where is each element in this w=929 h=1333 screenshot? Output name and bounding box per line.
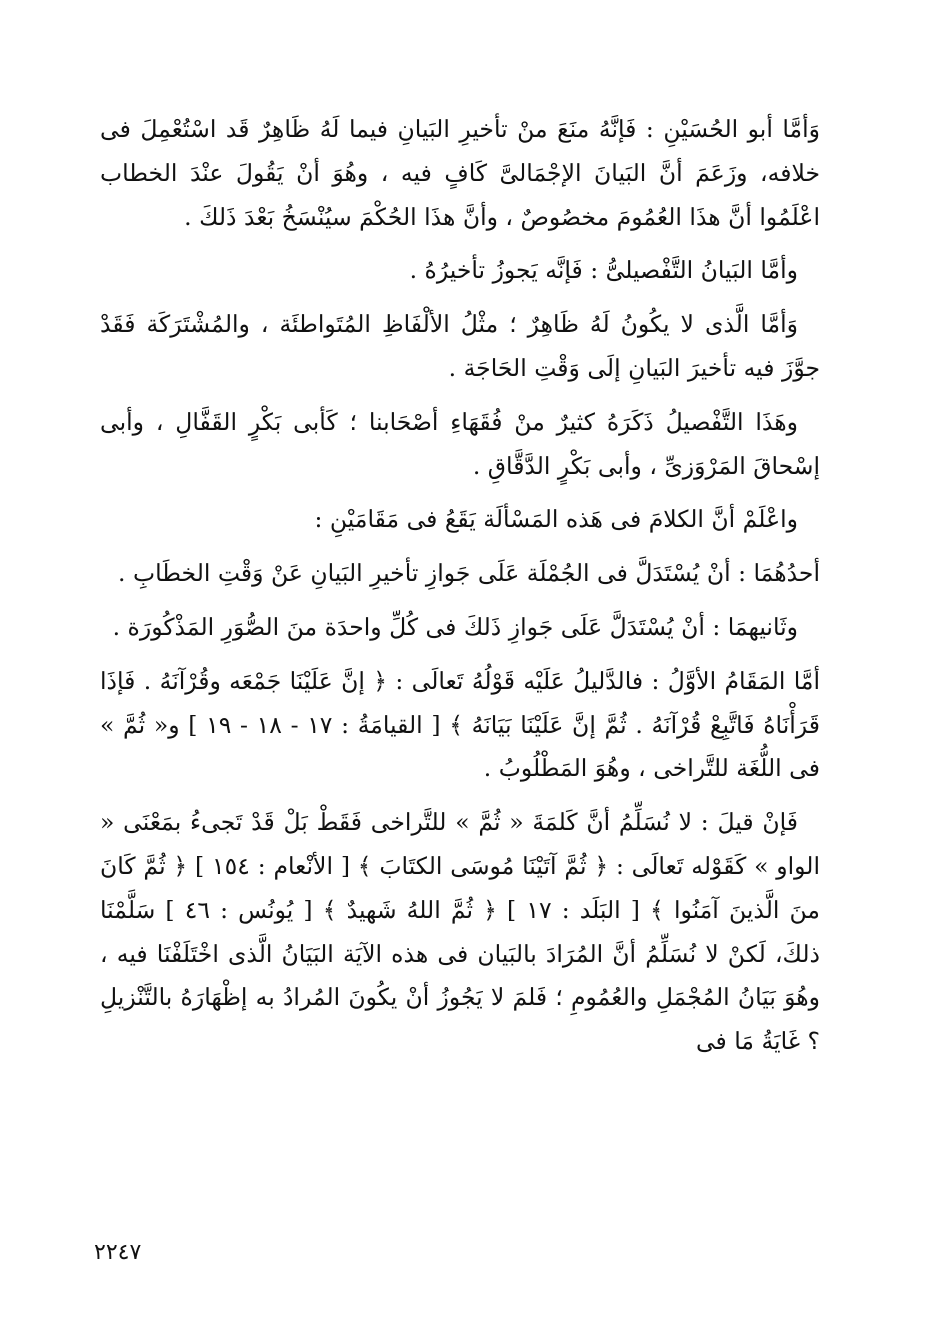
paragraph-two-stations: واعْلَمْ أنَّ الكلامَ فى هَذه المَسْألَة يَقَعُ فى مَقَامَيْنِ : <box>314 505 798 534</box>
paragraph-no-apparent-meaning: وَأمَّا الَّذى لا يكُونُ لَهُ ظَاهِرٌ ؛ مثْلُ الألْفَاظِ المُتَواطئَة ، والمُشْتَرَكَة فَقَدْ جوَّزَ فيه تأخيرَ البَيانِ إلَى وَقْتِ الحَاجَة . <box>100 310 820 382</box>
paragraph-detailed-explanation: وأمَّا البَيانُ التَّفْصيلىُّ : فَإنَّه يَجوزُ تأخيرُهُ . <box>409 256 798 285</box>
paragraph-jurists-opinion: وهَذَا التَّفْصيلُ ذَكَرَهُ كثيرٌ منْ فُقَهَاءِ أصْحَابنا ؛ كَأبى بَكْرٍ القَفَّالِ ، وأبى إسْحاقَ المَرْوَزىِّ ، وأبى بَكْرٍ الدَّقَّاقِ . <box>100 407 820 480</box>
page-number: ٢٢٤٧ <box>94 1240 142 1265</box>
body-text <box>100 108 820 1074</box>
paragraph-objection: فَإنْ قيلَ : لا نُسَلِّمُ أنَّ كَلمَةَ « ثُمَّ » للتَّراخى فَقَطْ بَلْ قَدْ تَجىءُ بمَعْنَى « الواو » كَقَوْله تَعالَى : ﴿ ثُمَّ آتَيْنَا مُوسَى الكتَابَ ﴾ [ الأنْعام : ١٥٤ ] ﴿ ثُمَّ كَانَ منَ الَّذينَ آمَنُوا ﴾ [ البَلَد : ١٧ ] ﴿ ثُمَّ اللهُ شَهيدٌ ﴾ [ يُونُس : ٤٦ ] سَلَّمْنَا ذلكَ، لَكنْ لا نُسَلِّمُ أنَّ المُرَادَ بالبَيان فى هذه الآيَة البَيَانُ الَّذى اخْتَلَفْنَا فيه ، وهُوَ بَيَانُ المُجْمَلِ والعُمُومِ ؛ فَلمَ لا يَجُوزُ أنْ يكُونَ المُرادُ به إظْهَارَهُ بالتَّنْزيلِ ؟ غَايَةُ مَا فى <box>100 808 821 1056</box>
paragraph-second-station: وثَانيهمَا : أنْ يُسْتَدَلَّ عَلَى جَوازِ ذَلكَ فى كُلِّ واحدَة منَ الصُّوَرِ المَذْكُورَة . <box>112 612 798 641</box>
paragraph-first-station: أحدُهُمَا : أنْ يُسْتَدَلَّ فى الجُمْلَة عَلَى جَوازِ تأخيرِ البَيانِ عَنْ وَقْتِ الخطَابِ . <box>118 559 820 588</box>
paragraph-evidence-quran: أمَّا المَقَامُ الأوَّلُ : فالدَّليلُ عَلَيْه قَوْلُهُ تَعالَى : ﴿ إنَّ عَلَيْنَا جَمْعَه وقُرْآنَهُ . فَإذَا قَرَأْنَاهُ فَاتَّبِعْ قُرْآنَهُ . ثُمَّ إنَّ عَلَيْنَا بَيَانَهُ ﴾ [ القيامَةُ : ١٧ - ١٨ - ١٩ ] و« ثُمَّ » فى اللُّغَة للتَّراخى ، وهُوَ المَطْلُوبُ . <box>100 666 820 783</box>
paragraph-abu-al-husayn: وَأمَّا أبو الحُسَيْنِ : فَإنَّهُ منَعَ منْ تأخيرِ البَيانِ فيما لَهُ ظَاهِرٌ قَد اسْتُعْمِلَ فى خلافه، وزَعَمَ أنَّ البَيانَ الإجْمَالىَّ كَافٍ فيه ، وهُوَ أنْ يَقُولَ عنْدَ الخطاب اعْلَمُوا أنَّ هذَا العُمُومَ مخصُوصٌ ، وأنَّ هذَا الحُكْمَ سيُنْسَخُ بَعْدَ ذَلكَ . <box>100 115 820 231</box>
